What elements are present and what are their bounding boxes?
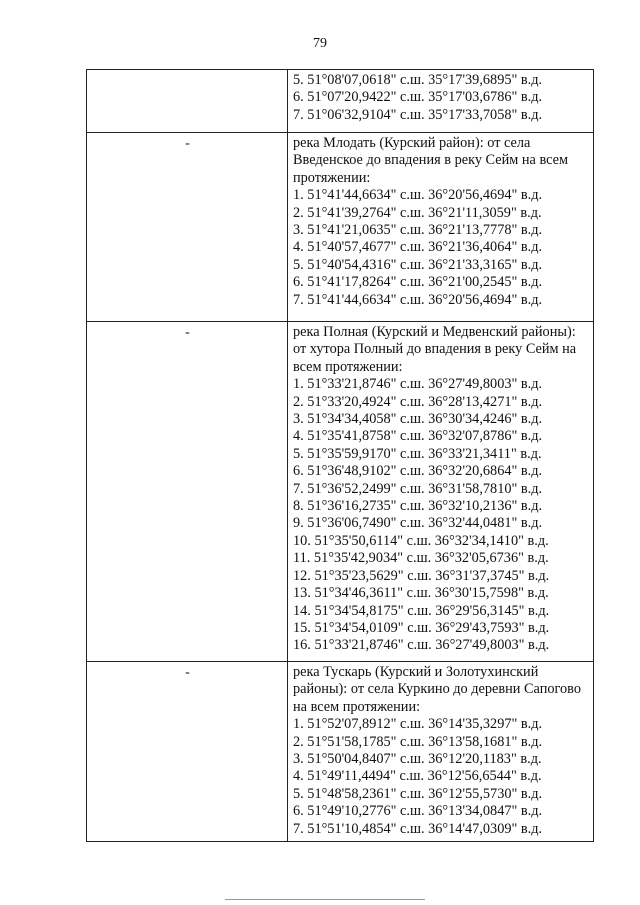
coordinate-point: 1. 51°41'44,6634" с.ш. 36°20'56,4694" в.д. xyxy=(293,187,543,204)
coordinate-point: 11. 51°35'42,9034" с.ш. 36°32'05,6736" в.д. xyxy=(293,550,549,567)
coordinate-point: 10. 51°35'50,6114" с.ш. 36°32'34,1410" в.д. xyxy=(293,532,549,549)
row-description-cell xyxy=(288,70,594,133)
row-left-cell xyxy=(87,133,288,322)
row-left-cell xyxy=(87,70,288,133)
coordinate-point: 5. 51°48'58,2361" с.ш. 36°12'55,5730" в.д. xyxy=(293,785,543,802)
coordinate-point: 2. 51°51'58,1785" с.ш. 36°13'58,1681" в.д. xyxy=(293,733,543,750)
page-number: 79 xyxy=(313,36,327,51)
table-row xyxy=(87,662,594,842)
coordinate-point: 5. 51°08'07,0618" с.ш. 35°17'39,6895" в.д. xyxy=(293,72,543,88)
coordinate-point: 5. 51°40'54,4316" с.ш. 36°21'33,3165" в.д. xyxy=(293,256,543,273)
coordinate-point: 6. 51°49'10,2776" с.ш. 36°13'34,0847" в.д. xyxy=(293,803,543,820)
coordinate-point: 7. 51°51'10,4854" с.ш. 36°14'47,0309" в.д. xyxy=(293,820,543,837)
coordinate-point: 6. 51°36'48,9102" с.ш. 36°32'20,6864" в.д. xyxy=(293,463,543,480)
coordinate-point: 6. 51°07'20,9422" с.ш. 35°17'03,6786" в.д. xyxy=(293,89,543,106)
row-left-cell xyxy=(87,662,288,842)
coordinate-point: 7. 51°41'44,6634" с.ш. 36°20'56,4694" в.д. xyxy=(293,291,543,308)
row-dash: - xyxy=(185,136,190,151)
coordinate-point: 1. 51°33'21,8746" с.ш. 36°27'49,8003" в.д. xyxy=(293,376,543,393)
row-left-cell xyxy=(87,322,288,662)
coordinate-point: 15. 51°34'54,0109" с.ш. 36°29'43,7593" в.д. xyxy=(293,619,550,636)
coordinate-point: 2. 51°33'20,4924" с.ш. 36°28'13,4271" в.д. xyxy=(293,393,543,410)
coordinates-table xyxy=(86,69,594,842)
coordinate-point: 7. 51°36'52,2499" с.ш. 36°31'58,7810" в.д. xyxy=(293,480,543,497)
river-heading: река Млодать (Курский район): от села Введенское до впадения в реку Сейм на всем протяжении: xyxy=(293,135,569,186)
row-dash: - xyxy=(185,665,190,680)
coordinate-point: 5. 51°35'59,9170" с.ш. 36°33'21,3411" в.д. xyxy=(293,445,542,462)
coordinate-point: 6. 51°41'17,8264" с.ш. 36°21'00,2545" в.д. xyxy=(293,274,543,291)
coordinate-point: 12. 51°35'23,5629" с.ш. 36°31'37,3745" в.д. xyxy=(293,567,550,584)
coordinate-point: 4. 51°40'57,4677" с.ш. 36°21'36,4064" в.д. xyxy=(293,239,543,256)
coordinate-point: 13. 51°34'46,3611" с.ш. 36°30'15,7598" в.д. xyxy=(293,585,549,602)
table-row xyxy=(87,133,594,322)
coordinate-point: 16. 51°33'21,8746" с.ш. 36°27'49,8003" в.д. xyxy=(293,637,550,654)
row-dash: - xyxy=(185,325,190,340)
table-row xyxy=(87,322,594,662)
bottom-rule xyxy=(225,899,425,900)
coordinate-point: 4. 51°49'11,4494" с.ш. 36°12'56,6544" в.д. xyxy=(293,768,542,785)
row-description-cell xyxy=(288,133,594,322)
river-heading: река Полная (Курский и Медвенский районы): от хутора Полный до впадения в реку Сейм на всем протяжении: xyxy=(293,324,577,375)
coordinate-point: 3. 51°34'34,4058" с.ш. 36°30'34,4246" в.д. xyxy=(293,411,543,428)
coordinate-point: 3. 51°41'21,0635" с.ш. 36°21'13,7778" в.д. xyxy=(293,222,543,239)
coordinate-point: 3. 51°50'04,8407" с.ш. 36°12'20,1183" в.д. xyxy=(293,751,542,768)
coordinate-point: 2. 51°41'39,2764" с.ш. 36°21'11,3059" в.д. xyxy=(293,204,542,221)
table-row xyxy=(87,70,594,133)
row-description-cell xyxy=(288,322,594,662)
coordinate-point: 8. 51°36'16,2735" с.ш. 36°32'10,2136" в.д. xyxy=(293,498,543,515)
river-heading: река Тускарь (Курский и Золотухинский районы): от села Куркино до деревни Сапогово на всем протяжении: xyxy=(293,664,581,715)
coordinate-point: 9. 51°36'06,7490" с.ш. 36°32'44,0481" в.д. xyxy=(293,515,543,532)
coordinate-point: 4. 51°35'41,8758" с.ш. 36°32'07,8786" в.д. xyxy=(293,428,543,445)
coordinate-point: 14. 51°34'54,8175" с.ш. 36°29'56,3145" в.д. xyxy=(293,602,550,619)
row-description-cell xyxy=(288,662,594,842)
coordinate-point: 7. 51°06'32,9104" с.ш. 35°17'33,7058" в.д. xyxy=(293,106,543,123)
coordinate-point: 1. 51°52'07,8912" с.ш. 36°14'35,3297" в.д. xyxy=(293,716,543,733)
